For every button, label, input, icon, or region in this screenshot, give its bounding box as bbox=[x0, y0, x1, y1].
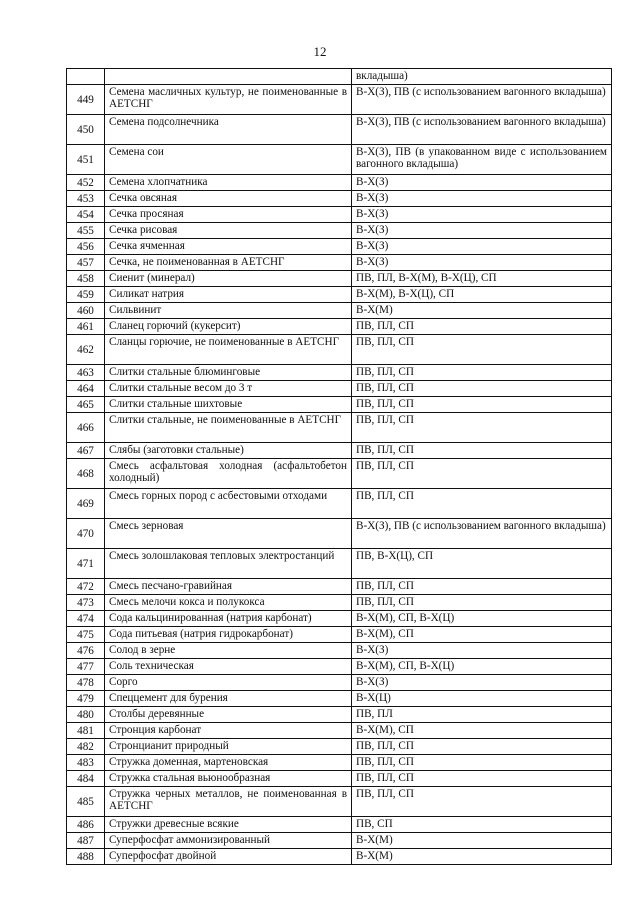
row-number: 454 bbox=[67, 207, 105, 223]
wagon-types: ПВ, ПЛ, СП bbox=[352, 413, 612, 443]
wagon-types: В-Х(М), СП bbox=[352, 723, 612, 739]
cargo-name: Смесь асфальтовая холодная (асфальтобетон холодный) bbox=[105, 459, 352, 489]
row-number: 449 bbox=[67, 85, 105, 115]
wagon-types: В-Х(З) bbox=[352, 643, 612, 659]
cargo-name: Силикат натрия bbox=[105, 287, 352, 303]
row-number: 469 bbox=[67, 489, 105, 519]
wagon-types: ПВ, ПЛ, СП bbox=[352, 365, 612, 381]
table-row bbox=[67, 707, 612, 723]
wagon-types: В-Х(М), В-Х(Ц), СП bbox=[352, 287, 612, 303]
table-row bbox=[67, 335, 612, 365]
row-number: 451 bbox=[67, 145, 105, 175]
wagon-types: В-Х(З), ПВ (в упакованном виде с использованием вагонного вкладыша) bbox=[352, 145, 612, 175]
cargo-name: Стружка стальная вьюнообразная bbox=[105, 771, 352, 787]
table-row bbox=[67, 849, 612, 865]
table-row bbox=[67, 85, 612, 115]
row-number: 483 bbox=[67, 755, 105, 771]
table-row bbox=[67, 739, 612, 755]
row-number: 450 bbox=[67, 115, 105, 145]
cargo-name: Суперфосфат двойной bbox=[105, 849, 352, 865]
row-number: 484 bbox=[67, 771, 105, 787]
wagon-types: В-Х(З) bbox=[352, 255, 612, 271]
wagon-types: В-Х(З), ПВ (с использованием вагонного вкладыша) bbox=[352, 115, 612, 145]
table-row bbox=[67, 443, 612, 459]
wagon-types: ПВ, ПЛ, СП bbox=[352, 595, 612, 611]
cargo-name: Смесь золошлаковая тепловых электростанций bbox=[105, 549, 352, 579]
wagon-types: В-Х(М), СП, В-Х(Ц) bbox=[352, 659, 612, 675]
row-number bbox=[67, 69, 105, 85]
wagon-types: ПВ, ПЛ, СП bbox=[352, 319, 612, 335]
wagon-types: ПВ, ПЛ, СП bbox=[352, 335, 612, 365]
row-number: 485 bbox=[67, 787, 105, 817]
row-number: 474 bbox=[67, 611, 105, 627]
page-number: 12 bbox=[313, 44, 327, 59]
row-number: 459 bbox=[67, 287, 105, 303]
cargo-name: Сиенит (минерал) bbox=[105, 271, 352, 287]
table-row bbox=[67, 191, 612, 207]
cargo-name: Стронция карбонат bbox=[105, 723, 352, 739]
cargo-name: Слитки стальные весом до 3 т bbox=[105, 381, 352, 397]
cargo-name: Сорго bbox=[105, 675, 352, 691]
table-row bbox=[67, 223, 612, 239]
table-row bbox=[67, 319, 612, 335]
row-number: 455 bbox=[67, 223, 105, 239]
cargo-name: Сланец горючий (кукерсит) bbox=[105, 319, 352, 335]
wagon-types: вкладыша) bbox=[352, 69, 612, 85]
cargo-name: Слитки стальные шихтовые bbox=[105, 397, 352, 413]
table-row bbox=[67, 579, 612, 595]
table-row bbox=[67, 239, 612, 255]
cargo-name: Семена сои bbox=[105, 145, 352, 175]
table-row bbox=[67, 69, 612, 85]
cargo-name: Суперфосфат аммонизированный bbox=[105, 833, 352, 849]
cargo-name: Слитки стальные, не поименованные в АЕТСНГ bbox=[105, 413, 352, 443]
cargo-name: Слитки стальные блюминговые bbox=[105, 365, 352, 381]
cargo-name: Сода питьевая (натрия гидрокарбонат) bbox=[105, 627, 352, 643]
wagon-types: ПВ, В-Х(Ц), СП bbox=[352, 549, 612, 579]
row-number: 464 bbox=[67, 381, 105, 397]
cargo-name: Сечка рисовая bbox=[105, 223, 352, 239]
table-row bbox=[67, 365, 612, 381]
cargo-name: Смесь песчано-гравийная bbox=[105, 579, 352, 595]
cargo-name: Стронцианит природный bbox=[105, 739, 352, 755]
cargo-name: Смесь зерновая bbox=[105, 519, 352, 549]
row-number: 486 bbox=[67, 817, 105, 833]
wagon-types: В-Х(М) bbox=[352, 833, 612, 849]
table-row bbox=[67, 145, 612, 175]
row-number: 487 bbox=[67, 833, 105, 849]
row-number: 466 bbox=[67, 413, 105, 443]
wagon-types: ПВ, ПЛ, СП bbox=[352, 739, 612, 755]
table-row bbox=[67, 255, 612, 271]
wagon-types: В-Х(З), ПВ (с использованием вагонного вкладыша) bbox=[352, 519, 612, 549]
cargo-name: Спеццемент для бурения bbox=[105, 691, 352, 707]
wagon-types: ПВ, ПЛ bbox=[352, 707, 612, 723]
table-row bbox=[67, 595, 612, 611]
table-row bbox=[67, 519, 612, 549]
table-row bbox=[67, 755, 612, 771]
row-number: 467 bbox=[67, 443, 105, 459]
row-number: 472 bbox=[67, 579, 105, 595]
wagon-types: ПВ, ПЛ, СП bbox=[352, 397, 612, 413]
cargo-name: Стружка черных металлов, не поименованная в АЕТСНГ bbox=[105, 787, 352, 817]
row-number: 461 bbox=[67, 319, 105, 335]
wagon-types: ПВ, ПЛ, СП bbox=[352, 443, 612, 459]
row-number: 457 bbox=[67, 255, 105, 271]
wagon-types: В-Х(З) bbox=[352, 223, 612, 239]
table-row bbox=[67, 771, 612, 787]
table-row bbox=[67, 549, 612, 579]
cargo-name: Солод в зерне bbox=[105, 643, 352, 659]
cargo-name: Сечка ячменная bbox=[105, 239, 352, 255]
wagon-types: В-Х(М), СП, В-Х(Ц) bbox=[352, 611, 612, 627]
table-row bbox=[67, 459, 612, 489]
row-number: 452 bbox=[67, 175, 105, 191]
row-number: 476 bbox=[67, 643, 105, 659]
table-row bbox=[67, 413, 612, 443]
wagon-types: ПВ, ПЛ, СП bbox=[352, 755, 612, 771]
table-row bbox=[67, 611, 612, 627]
table-row bbox=[67, 817, 612, 833]
cargo-name: Сильвинит bbox=[105, 303, 352, 319]
cargo-name: Сечка просяная bbox=[105, 207, 352, 223]
table-row bbox=[67, 287, 612, 303]
cargo-name: Слябы (заготовки стальные) bbox=[105, 443, 352, 459]
row-number: 458 bbox=[67, 271, 105, 287]
row-number: 460 bbox=[67, 303, 105, 319]
wagon-types: ПВ, ПЛ, В-Х(М), В-Х(Ц), СП bbox=[352, 271, 612, 287]
row-number: 463 bbox=[67, 365, 105, 381]
row-number: 488 bbox=[67, 849, 105, 865]
cargo-table bbox=[66, 68, 612, 865]
table-row bbox=[67, 643, 612, 659]
table-row bbox=[67, 787, 612, 817]
row-number: 479 bbox=[67, 691, 105, 707]
cargo-name: Смесь горных пород с асбестовыми отходами bbox=[105, 489, 352, 519]
cargo-name: Столбы деревянные bbox=[105, 707, 352, 723]
cargo-name: Смесь мелочи кокса и полукокса bbox=[105, 595, 352, 611]
wagon-types: ПВ, ПЛ, СП bbox=[352, 489, 612, 519]
wagon-types: В-Х(М) bbox=[352, 303, 612, 319]
row-number: 482 bbox=[67, 739, 105, 755]
wagon-types: В-Х(З) bbox=[352, 239, 612, 255]
table-row bbox=[67, 271, 612, 287]
cargo-name bbox=[105, 69, 352, 85]
row-number: 468 bbox=[67, 459, 105, 489]
wagon-types: В-Х(Ц) bbox=[352, 691, 612, 707]
wagon-types: ПВ, ПЛ, СП bbox=[352, 381, 612, 397]
table-row bbox=[67, 833, 612, 849]
row-number: 471 bbox=[67, 549, 105, 579]
cargo-name: Сланцы горючие, не поименованные в АЕТСНГ bbox=[105, 335, 352, 365]
table-row bbox=[67, 489, 612, 519]
table-row bbox=[67, 175, 612, 191]
row-number: 462 bbox=[67, 335, 105, 365]
row-number: 453 bbox=[67, 191, 105, 207]
row-number: 456 bbox=[67, 239, 105, 255]
row-number: 481 bbox=[67, 723, 105, 739]
cargo-name: Семена хлопчатника bbox=[105, 175, 352, 191]
row-number: 465 bbox=[67, 397, 105, 413]
wagon-types: В-Х(З), ПВ (с использованием вагонного вкладыша) bbox=[352, 85, 612, 115]
wagon-types: ПВ, ПЛ, СП bbox=[352, 771, 612, 787]
row-number: 480 bbox=[67, 707, 105, 723]
wagon-types: ПВ, ПЛ, СП bbox=[352, 459, 612, 489]
table-row bbox=[67, 381, 612, 397]
wagon-types: В-Х(М), СП bbox=[352, 627, 612, 643]
row-number: 477 bbox=[67, 659, 105, 675]
table-row bbox=[67, 675, 612, 691]
wagon-types: ПВ, ПЛ, СП bbox=[352, 579, 612, 595]
row-number: 475 bbox=[67, 627, 105, 643]
cargo-name: Семена масличных культур, не поименованные в АЕТСНГ bbox=[105, 85, 352, 115]
cargo-name: Соль техническая bbox=[105, 659, 352, 675]
table-row bbox=[67, 207, 612, 223]
row-number: 473 bbox=[67, 595, 105, 611]
cargo-name: Стружки древесные всякие bbox=[105, 817, 352, 833]
cargo-name: Сечка, не поименованная в АЕТСНГ bbox=[105, 255, 352, 271]
wagon-types: В-Х(М) bbox=[352, 849, 612, 865]
table-row bbox=[67, 627, 612, 643]
cargo-name: Семена подсолнечника bbox=[105, 115, 352, 145]
wagon-types: В-Х(З) bbox=[352, 175, 612, 191]
row-number: 478 bbox=[67, 675, 105, 691]
table-row bbox=[67, 115, 612, 145]
wagon-types: ПВ, ПЛ, СП bbox=[352, 787, 612, 817]
table-row bbox=[67, 303, 612, 319]
table-row bbox=[67, 397, 612, 413]
wagon-types: ПВ, СП bbox=[352, 817, 612, 833]
wagon-types: В-Х(З) bbox=[352, 191, 612, 207]
table-row bbox=[67, 723, 612, 739]
table-row bbox=[67, 659, 612, 675]
table-row bbox=[67, 691, 612, 707]
cargo-name: Сечка овсяная bbox=[105, 191, 352, 207]
cargo-name: Сода кальцинированная (натрия карбонат) bbox=[105, 611, 352, 627]
wagon-types: В-Х(З) bbox=[352, 207, 612, 223]
row-number: 470 bbox=[67, 519, 105, 549]
cargo-name: Стружка доменная, мартеновская bbox=[105, 755, 352, 771]
wagon-types: В-Х(З) bbox=[352, 675, 612, 691]
